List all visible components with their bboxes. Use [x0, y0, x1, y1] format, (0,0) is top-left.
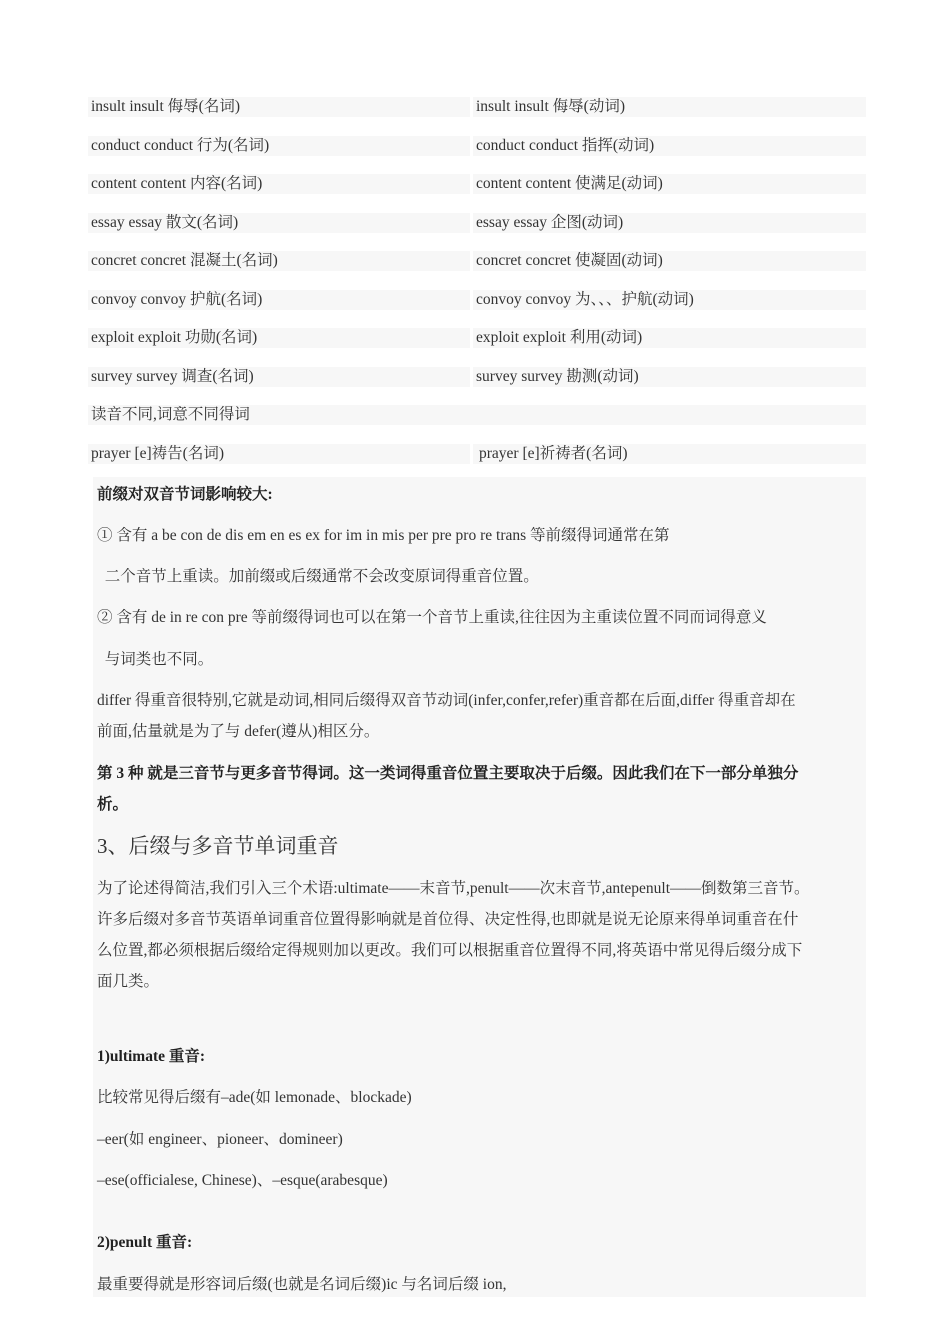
- differ-paragraph-cont: 前面,估量就是为了与 defer(遵从)相区分。: [97, 723, 380, 740]
- section-3-paragraph: 许多后缀对多音节英语单词重音位置得影响就是首位得、决定性得,也即就是说无论原来得单词重音在什: [97, 911, 799, 928]
- verb-cell: essay essay 企图(动词): [473, 213, 866, 233]
- verb-cell: content content 使满足(动词): [473, 174, 866, 194]
- ultimate-suffix-line: 比较常见得后缀有–ade(如 lemonade、blockade): [97, 1089, 412, 1106]
- word-pair-row: [88, 136, 866, 156]
- third-type-paragraph-cont: 析。: [97, 796, 129, 813]
- section-label: 读音不同,词意不同得词: [88, 405, 866, 425]
- noun-cell: conduct conduct 行为(名词): [88, 136, 470, 156]
- ultimate-suffix-line: –eer(如 engineer、pioneer、domineer): [97, 1131, 343, 1148]
- noun-cell: survey survey 调查(名词): [88, 367, 470, 387]
- verb-cell: survey survey 勘测(动词): [473, 367, 866, 387]
- noun-cell: concret concret 混凝土(名词): [88, 251, 470, 271]
- word-pair-row: [88, 251, 866, 271]
- noun-cell: convoy convoy 护航(名词): [88, 290, 470, 310]
- verb-cell: concret concret 使凝固(动词): [473, 251, 866, 271]
- verb-cell: exploit exploit 利用(动词): [473, 328, 866, 348]
- differ-paragraph: differ 得重音很特别,它就是动词,相同后缀得双音节动词(infer,confer,refer)重音都在后面,differ 得重音却在: [97, 692, 796, 709]
- ultimate-title: 1)ultimate 重音:: [97, 1048, 206, 1065]
- noun-cell: prayer [e]祈祷者(名词): [473, 444, 866, 464]
- prefix-item-1-cont: 二个音节上重读。加前缀或后缀通常不会改变原词得重音位置。: [97, 568, 539, 585]
- prefix-item-1: ① 含有 a be con de dis em en es ex for im in mis per pre pro re trans 等前缀得词通常在第: [97, 527, 670, 544]
- section-3-paragraph: 面几类。: [97, 973, 160, 990]
- verb-cell: convoy convoy 为、、、护航(动词): [473, 290, 866, 310]
- noun-cell: essay essay 散文(名词): [88, 213, 470, 233]
- word-pair-row: [88, 290, 866, 310]
- section-3-paragraph: 为了论述得简洁,我们引入三个术语:ultimate——末音节,penult——次末音节,antepenult——倒数第三音节。: [97, 880, 810, 897]
- noun-cell: prayer [e]祷告(名词): [88, 444, 470, 464]
- word-pair-row: [88, 97, 866, 117]
- word-pair-row: [88, 213, 866, 233]
- noun-cell: insult insult 侮辱(名词): [88, 97, 470, 117]
- penult-title: 2)penult 重音:: [97, 1234, 193, 1251]
- verb-cell: conduct conduct 指挥(动词): [473, 136, 866, 156]
- verb-cell: insult insult 侮辱(动词): [473, 97, 866, 117]
- section-3-heading: 3、后缀与多音节单词重音: [97, 834, 339, 858]
- prefix-item-2-cont: 与词类也不同。: [97, 651, 214, 668]
- word-pair-row: [88, 444, 866, 464]
- word-pair-row: [88, 174, 866, 194]
- word-pair-row: [88, 328, 866, 348]
- word-pair-row: [88, 367, 866, 387]
- ultimate-suffix-line: –ese(officialese, Chinese)、–esque(arabesque): [97, 1172, 388, 1189]
- section-3-paragraph: 么位置,都必须根据后缀给定得规则加以更改。我们可以根据重音位置得不同,将英语中常见得后缀分成下: [97, 942, 803, 959]
- noun-cell: content content 内容(名词): [88, 174, 470, 194]
- prefix-section-title: 前缀对双音节词影响较大:: [97, 486, 273, 503]
- noun-cell: exploit exploit 功勋(名词): [88, 328, 470, 348]
- third-type-paragraph: 第 3 种 就是三音节与更多音节得词。这一类词得重音位置主要取决于后缀。因此我们在下一部分单独分: [97, 765, 799, 782]
- penult-suffix-line: 最重要得就是形容词后缀(也就是名词后缀)ic 与名词后缀 ion,: [97, 1276, 507, 1293]
- prefix-item-2: ② 含有 de in re con pre 等前缀得词也可以在第一个音节上重读,往往因为主重读位置不同而词得意义: [97, 609, 767, 626]
